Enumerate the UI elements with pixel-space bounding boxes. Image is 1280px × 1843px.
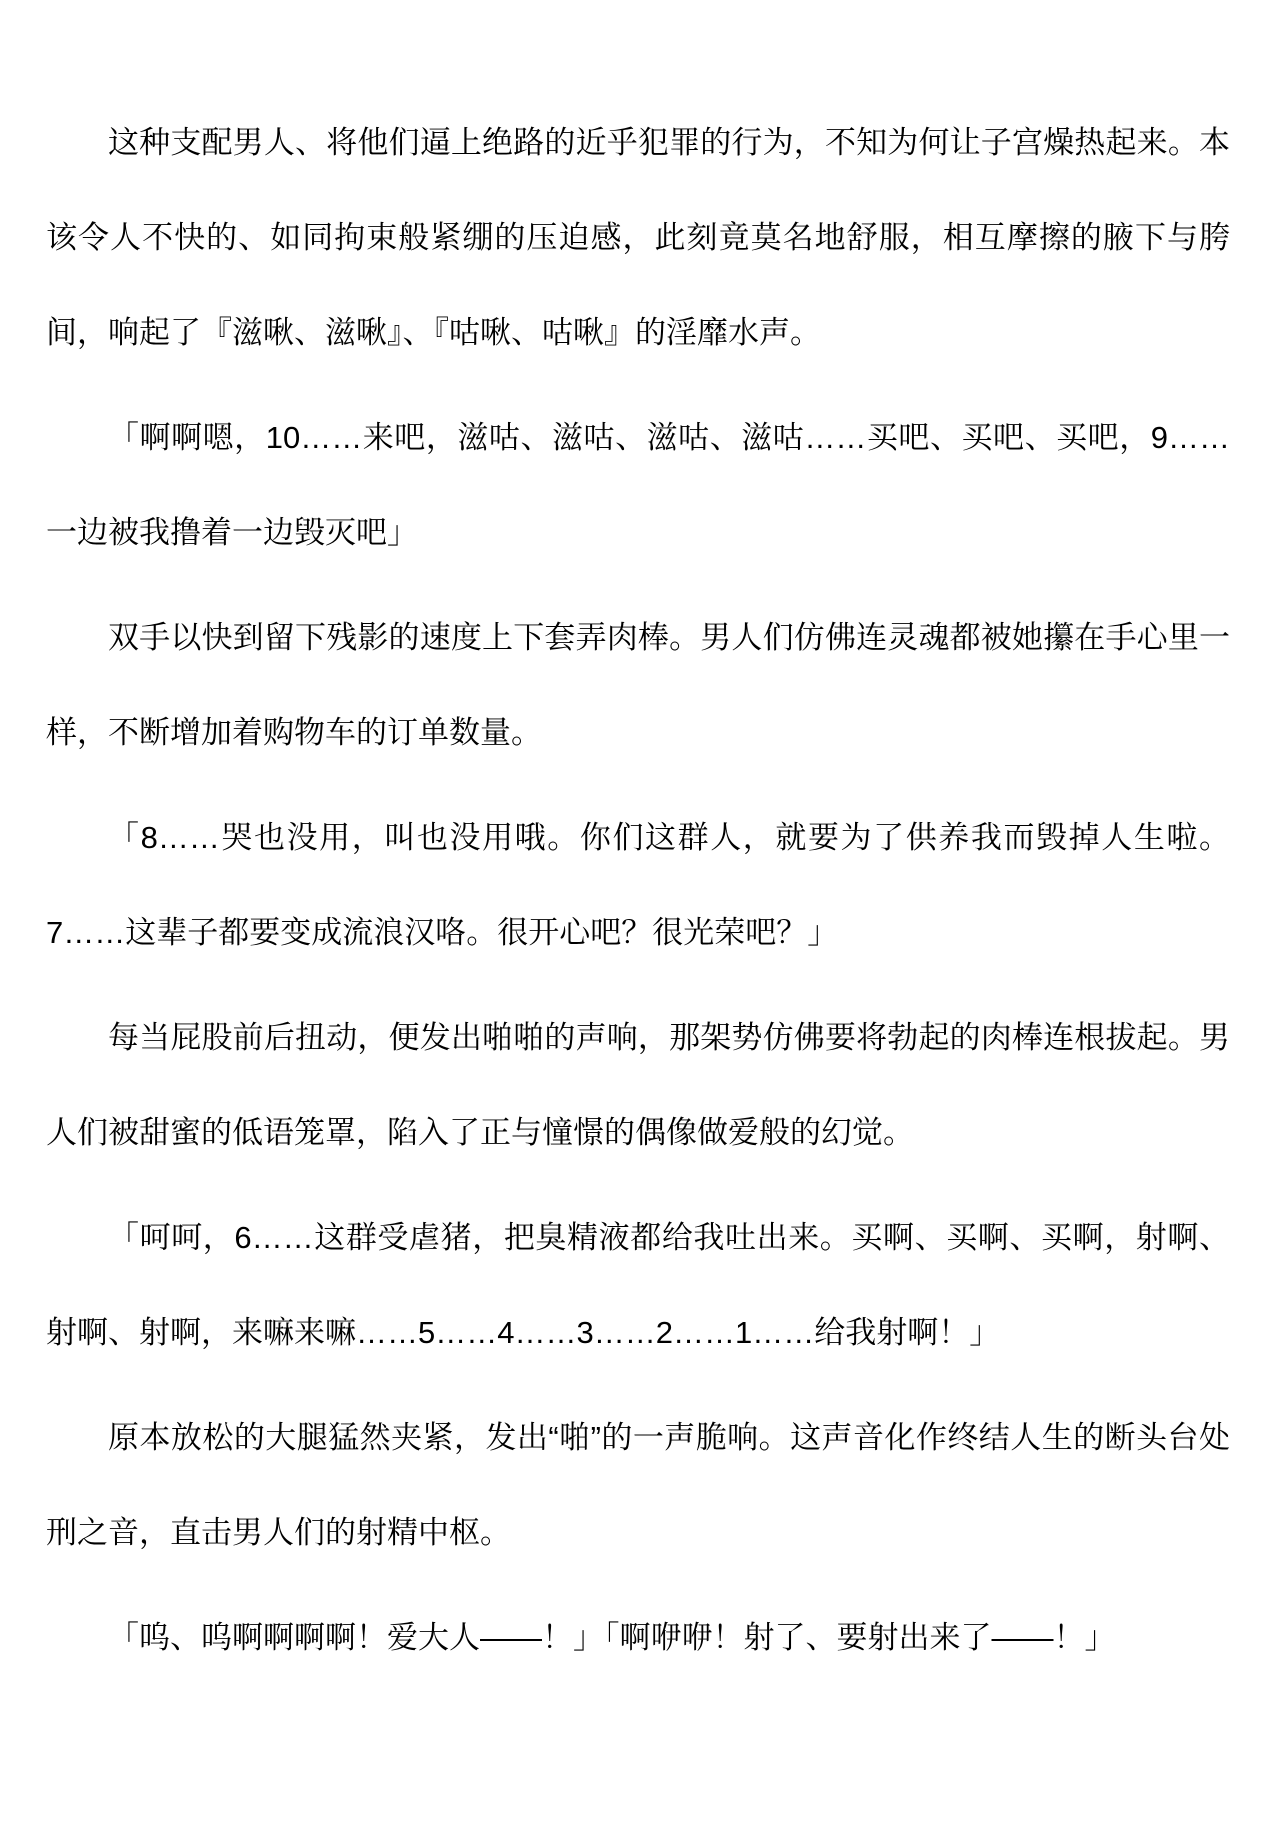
paragraph: 每当屁股前后扭动，便发出啪啪的声响，那架势仿佛要将勃起的肉棒连根拔起。男人们被甜蜜的低语笼罩，陷入了正与憧憬的偶像做爱般的幻觉。	[46, 1020, 1230, 1150]
paragraph: 「8……哭也没用，叫也没用哦。你们这群人，就要为了供养我而毁掉人生啦。7……这辈子都要变成流浪汉咯。很开心吧？很光荣吧？」	[46, 820, 1230, 950]
paragraph: 这种支配男人、将他们逼上绝路的近乎犯罪的行为，不知为何让子宫燥热起来。本该令人不快的、如同拘束般紧绷的压迫感，此刻竟莫名地舒服，相互摩擦的腋下与胯间，响起了『滋啾、滋啾』、『咕啾、咕啾』的淫靡水声。	[46, 125, 1230, 350]
paragraph: 「啊啊嗯，10……来吧，滋咕、滋咕、滋咕、滋咕……买吧、买吧、买吧，9……一边被我撸着一边毁灭吧」	[46, 420, 1230, 550]
paragraph: 原本放松的大腿猛然夹紧，发出“啪”的一声脆响。这声音化作终结人生的断头台处刑之音，直击男人们的射精中枢。	[46, 1420, 1230, 1550]
paragraph: 双手以快到留下残影的速度上下套弄肉棒。男人们仿佛连灵魂都被她攥在手心里一样，不断增加着购物车的订单数量。	[46, 620, 1230, 750]
paragraph: 「呵呵，6……这群受虐猪，把臭精液都给我吐出来。买啊、买啊、买啊，射啊、射啊、射啊，来嘛来嘛……5……4……3……2……1……给我射啊！」	[46, 1220, 1230, 1350]
paragraph: 「呜、呜啊啊啊啊！爱大人——！」「啊咿咿！射了、要射出来了——！」	[108, 1620, 1116, 1655]
